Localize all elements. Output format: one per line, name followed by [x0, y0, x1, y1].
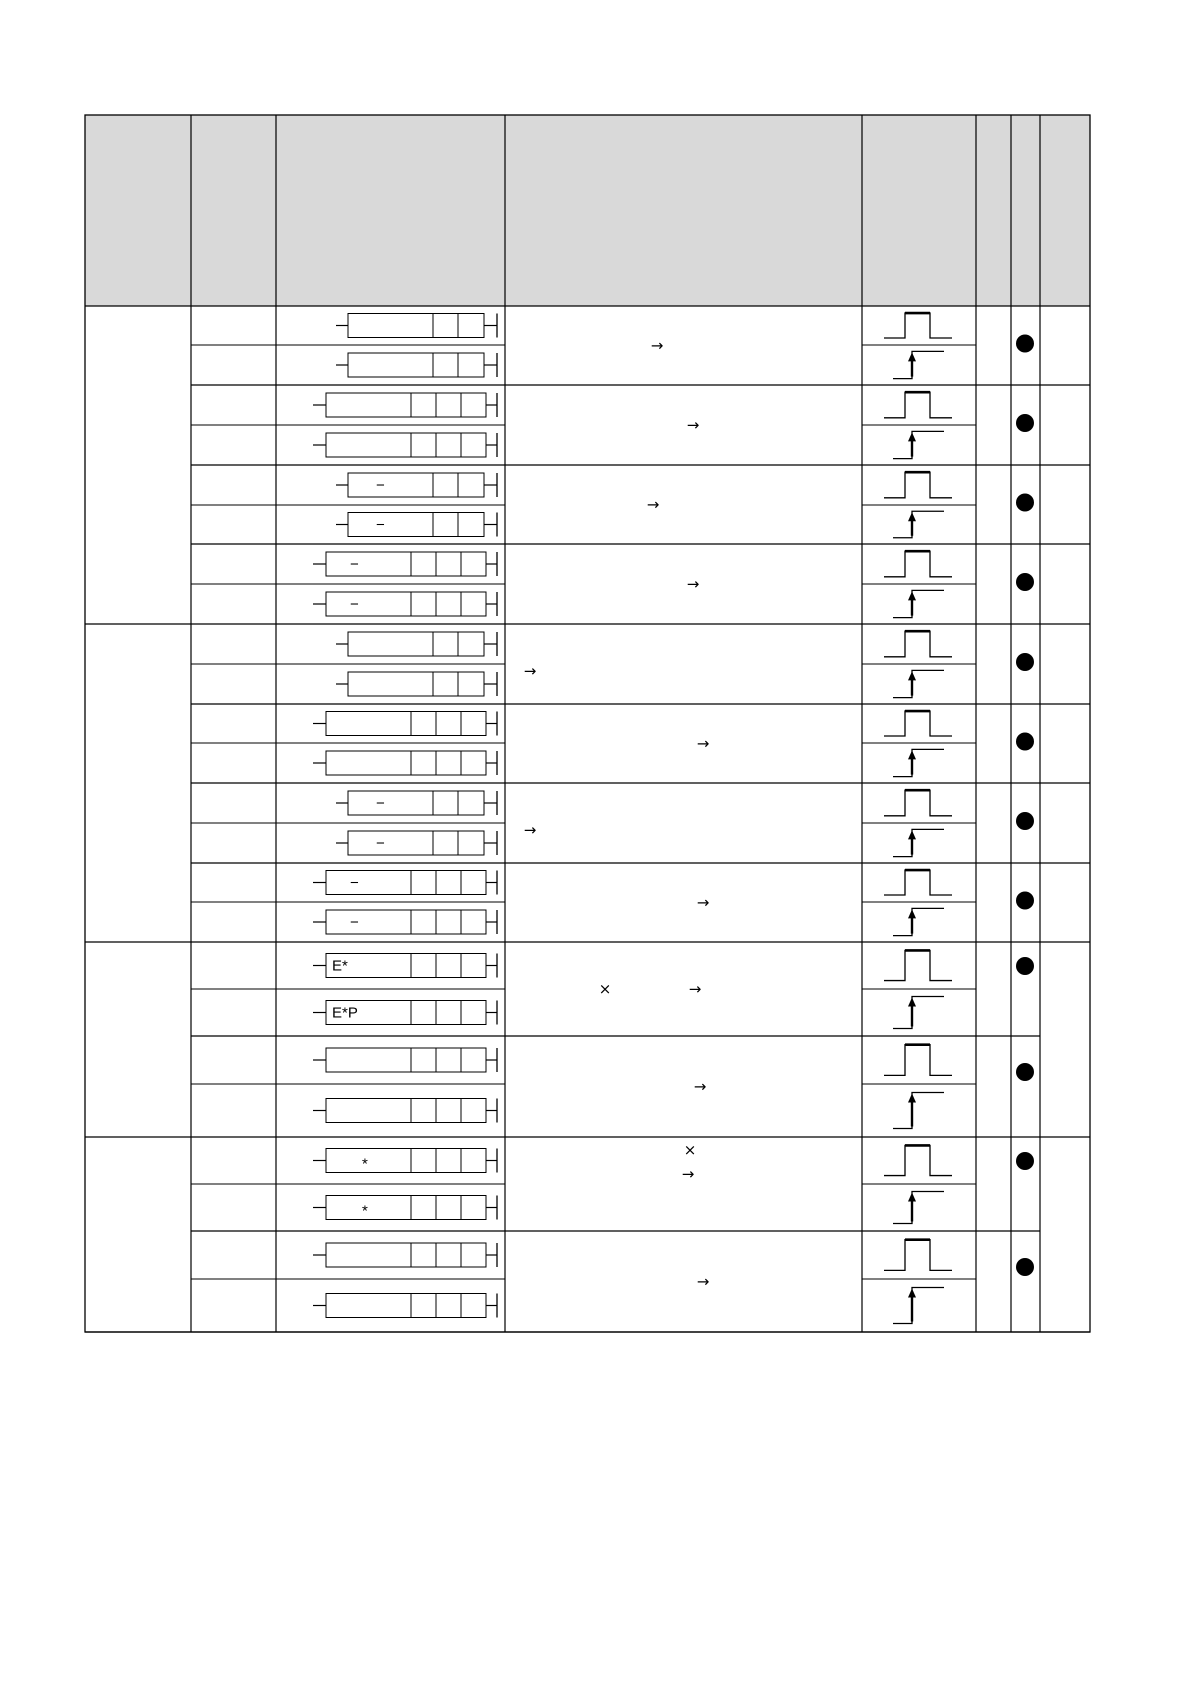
execution-condition-pulse	[884, 631, 952, 657]
execution-condition-pulse	[884, 1240, 952, 1271]
rising-edge-waveform	[893, 829, 944, 856]
ladder-symbol	[313, 1001, 497, 1025]
ladder-symbol	[313, 910, 497, 934]
rising-edge-arrow-head	[908, 1288, 916, 1297]
pulse-waveform	[884, 313, 952, 338]
operation-arrow: →	[693, 1077, 707, 1096]
instruction-mnemonic: *	[362, 1155, 368, 1173]
ladder-symbol	[313, 954, 497, 978]
applicability-dot	[1016, 892, 1034, 910]
operation-symbol: ×	[683, 1141, 697, 1159]
execution-condition-rising-edge	[893, 590, 944, 617]
ladder-symbol	[313, 712, 497, 736]
instruction-group	[85, 631, 1090, 942]
execution-condition-rising-edge	[893, 511, 944, 538]
rising-edge-arrow-head	[908, 1193, 916, 1202]
instruction-pair	[191, 631, 1090, 704]
rising-edge-waveform	[893, 1287, 944, 1323]
ladder-symbol	[313, 1099, 497, 1123]
execution-condition-rising-edge	[893, 829, 944, 856]
applicability-dot	[1016, 335, 1034, 353]
applicability-dot	[1016, 812, 1034, 830]
pulse-waveform	[884, 392, 952, 418]
instruction-box	[326, 433, 486, 457]
instruction-box	[326, 1243, 486, 1267]
rising-edge-waveform	[893, 908, 944, 935]
instruction-mnemonic: −	[376, 835, 385, 852]
pulse-waveform	[884, 631, 952, 657]
rising-edge-arrow-head	[908, 909, 916, 918]
instruction-pair	[191, 313, 1090, 385]
pulse-waveform	[884, 711, 952, 736]
ladder-symbol	[313, 1149, 497, 1173]
ladder-symbol	[336, 632, 497, 656]
instruction-mnemonic: E*	[332, 957, 348, 975]
execution-condition-rising-edge	[893, 1192, 944, 1224]
instruction-table	[85, 115, 1090, 1332]
applicability-dot	[1016, 414, 1034, 432]
execution-condition-pulse	[884, 1045, 952, 1076]
instruction-mnemonic: −	[350, 556, 359, 573]
applicability-dot	[1016, 957, 1034, 975]
instruction-box	[348, 831, 484, 855]
applicability-dot	[1016, 653, 1034, 671]
header-row-background	[85, 115, 1090, 306]
execution-condition-rising-edge	[893, 1287, 944, 1323]
execution-condition-pulse	[884, 950, 952, 980]
instruction-pair	[191, 711, 1090, 783]
operation-arrow: →	[646, 495, 660, 514]
operation-arrow: →	[523, 662, 537, 680]
rising-edge-arrow-head	[908, 591, 916, 600]
ladder-symbol	[336, 353, 497, 377]
operation-arrow: →	[523, 821, 537, 839]
rising-edge-waveform	[893, 1192, 944, 1224]
pulse-waveform	[884, 870, 952, 895]
execution-condition-pulse	[884, 711, 952, 736]
rising-edge-waveform	[893, 431, 944, 458]
execution-condition-rising-edge	[893, 431, 944, 458]
execution-condition-pulse	[884, 551, 952, 577]
rising-edge-waveform	[893, 351, 944, 378]
instruction-box	[348, 791, 484, 815]
ladder-symbol	[336, 791, 497, 815]
ladder-symbol	[336, 473, 497, 497]
instruction-box	[348, 632, 484, 656]
ladder-symbol	[336, 314, 497, 338]
ladder-symbol	[313, 751, 497, 775]
rising-edge-waveform	[893, 511, 944, 538]
ladder-symbol	[313, 592, 497, 616]
applicability-dot	[1016, 1063, 1034, 1081]
pulse-waveform	[884, 1240, 952, 1271]
execution-condition-pulse	[884, 870, 952, 895]
ladder-symbol	[313, 1243, 497, 1267]
instruction-mnemonic: −	[350, 914, 359, 931]
rising-edge-waveform	[893, 749, 944, 776]
instruction-mnemonic: −	[376, 516, 385, 534]
applicability-dot	[1016, 1258, 1034, 1276]
ladder-symbol	[313, 552, 497, 576]
instruction-box	[348, 314, 484, 338]
execution-condition-rising-edge	[893, 1092, 944, 1128]
rising-edge-arrow-head	[908, 998, 916, 1007]
operation-arrow: →	[696, 893, 710, 912]
applicability-dot	[1016, 573, 1034, 591]
pulse-waveform	[884, 790, 952, 816]
instruction-pair	[191, 1240, 1034, 1324]
execution-condition-pulse	[884, 472, 952, 498]
instruction-box	[348, 672, 484, 696]
instruction-box	[326, 393, 486, 417]
execution-condition-rising-edge	[893, 670, 944, 697]
instruction-box	[326, 954, 486, 978]
rising-edge-arrow-head	[908, 512, 916, 521]
applicability-dot	[1016, 494, 1034, 512]
rising-edge-arrow-head	[908, 432, 916, 441]
rising-edge-waveform	[893, 1092, 944, 1128]
operation-arrow: →	[688, 980, 702, 998]
ladder-symbol	[336, 831, 497, 855]
instruction-pair	[191, 551, 1034, 617]
execution-condition-rising-edge	[893, 997, 944, 1029]
instruction-pair	[191, 472, 1090, 544]
instruction-mnemonic: *	[362, 1202, 368, 1220]
instruction-group	[85, 313, 1090, 624]
rising-edge-arrow-head	[908, 830, 916, 839]
ladder-symbol	[313, 433, 497, 457]
rising-edge-waveform	[893, 997, 944, 1029]
execution-condition-pulse	[884, 1145, 952, 1175]
ladder-symbol	[336, 672, 497, 696]
rising-edge-arrow-head	[908, 750, 916, 759]
pulse-waveform	[884, 950, 952, 980]
instruction-mnemonic: −	[350, 596, 359, 613]
instruction-pair	[191, 870, 1034, 936]
instruction-box	[348, 513, 484, 537]
operation-arrow: →	[696, 734, 710, 753]
instruction-pair	[191, 1141, 1040, 1231]
ladder-symbol	[313, 393, 497, 417]
instruction-box	[326, 1099, 486, 1123]
ladder-symbol	[336, 513, 497, 537]
rising-edge-waveform	[893, 670, 944, 697]
applicability-dot	[1016, 733, 1034, 751]
instruction-pair	[191, 392, 1090, 465]
rising-edge-arrow-head	[908, 352, 916, 361]
execution-condition-pulse	[884, 392, 952, 418]
applicability-dot	[1016, 1152, 1034, 1170]
execution-condition-rising-edge	[893, 351, 944, 378]
operation-arrow: →	[650, 336, 664, 355]
pulse-waveform	[884, 1145, 952, 1175]
execution-condition-rising-edge	[893, 908, 944, 935]
instruction-box	[326, 1048, 486, 1072]
ladder-symbol	[313, 871, 497, 895]
instruction-box	[326, 1294, 486, 1318]
instruction-box	[326, 751, 486, 775]
ladder-symbol	[313, 1048, 497, 1072]
instruction-mnemonic: −	[350, 874, 359, 892]
instruction-pair	[191, 1045, 1034, 1129]
ladder-symbol	[313, 1196, 497, 1220]
rising-edge-arrow-head	[908, 671, 916, 680]
pulse-waveform	[884, 472, 952, 498]
operation-symbol: ×	[598, 980, 612, 998]
rising-edge-arrow-head	[908, 1093, 916, 1102]
instruction-mnemonic: −	[376, 477, 385, 494]
execution-condition-rising-edge	[893, 749, 944, 776]
instruction-pair	[191, 950, 1040, 1036]
instruction-pair	[191, 790, 1090, 863]
instruction-box	[326, 1149, 486, 1173]
operation-arrow: →	[696, 1272, 710, 1291]
instruction-box	[326, 1196, 486, 1220]
pulse-waveform	[884, 1045, 952, 1076]
operation-arrow: →	[686, 416, 700, 434]
instruction-box	[348, 473, 484, 497]
instruction-mnemonic: −	[376, 795, 385, 812]
instruction-box	[348, 353, 484, 377]
execution-condition-pulse	[884, 790, 952, 816]
operation-arrow: →	[686, 575, 700, 593]
instruction-mnemonic: E*P	[332, 1004, 358, 1022]
execution-condition-pulse	[884, 313, 952, 338]
pulse-waveform	[884, 551, 952, 577]
rising-edge-waveform	[893, 590, 944, 617]
instruction-box	[326, 712, 486, 736]
instruction-group	[85, 1141, 1090, 1332]
ladder-symbol	[313, 1294, 497, 1318]
operation-arrow: →	[681, 1165, 695, 1183]
instruction-group	[85, 950, 1090, 1137]
